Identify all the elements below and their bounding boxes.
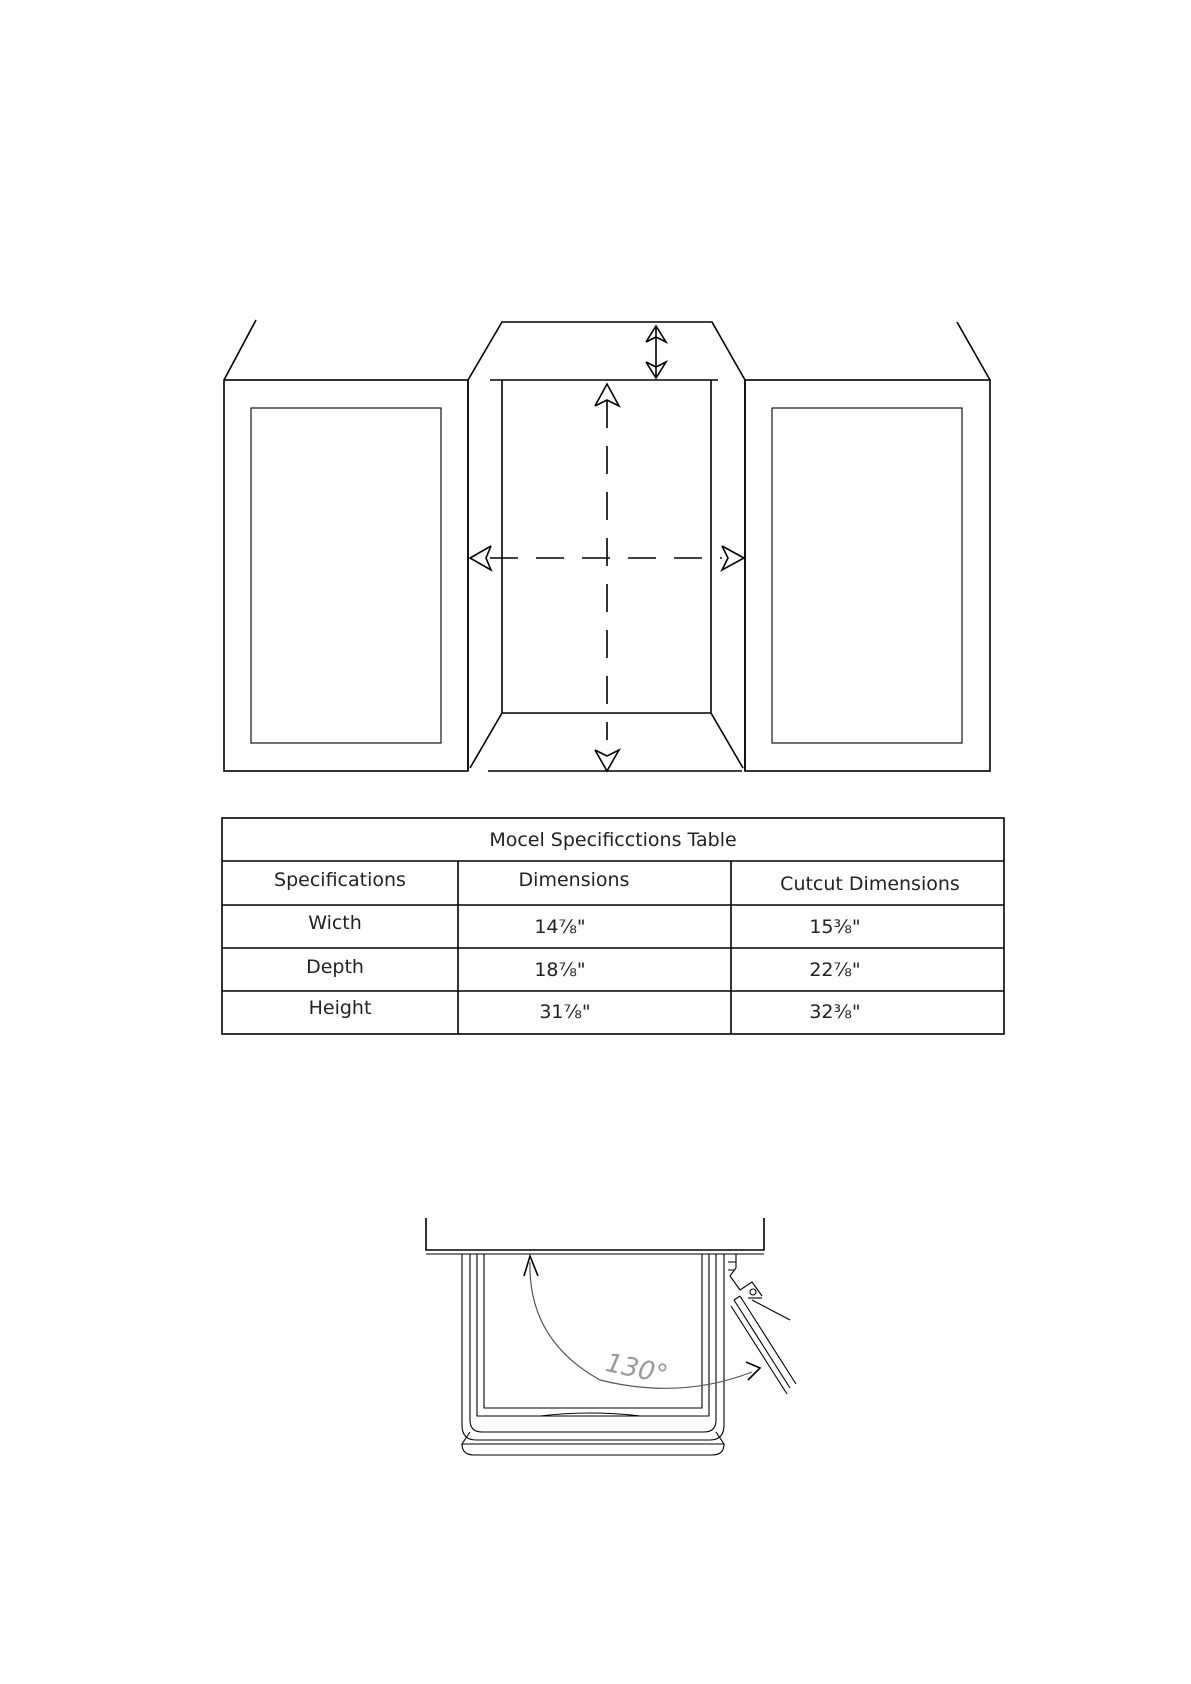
right-cabinet [745, 322, 990, 771]
row-height-cutout: 32⅜" [809, 1001, 861, 1023]
row-depth-cutout: 22⅞" [809, 959, 861, 981]
left-cabinet [224, 320, 468, 771]
top-clearance-arrow [646, 326, 666, 378]
row-label-depth: Depth [306, 956, 364, 978]
header-dimensions: Dimensions [518, 869, 630, 891]
header-cutout-dimensions: Cutcut Dimensions [780, 873, 960, 895]
swing-angle-label: 130° [602, 1348, 671, 1391]
swing-angle-arc [524, 1256, 760, 1391]
row-label-width: Wicth [308, 912, 362, 934]
row-height-dimension: 31⅞" [539, 1001, 591, 1023]
countertop [426, 1218, 764, 1250]
hinge [724, 1254, 762, 1298]
row-label-height: Height [308, 997, 372, 1019]
opened-door [731, 1296, 796, 1394]
spec-table-title: Mocel Specificctions Table [489, 829, 737, 851]
row-width-dimension: 14⅞" [534, 916, 586, 938]
row-depth-dimension: 18⅞" [534, 959, 586, 981]
door-swing-diagram [426, 1218, 796, 1455]
header-specifications: Specifications [274, 869, 406, 891]
row-width-cutout: 15⅜" [809, 916, 861, 938]
unit-body-top-view [462, 1254, 724, 1455]
spec-table [222, 818, 1004, 1034]
installation-cutout-diagram [224, 320, 990, 771]
